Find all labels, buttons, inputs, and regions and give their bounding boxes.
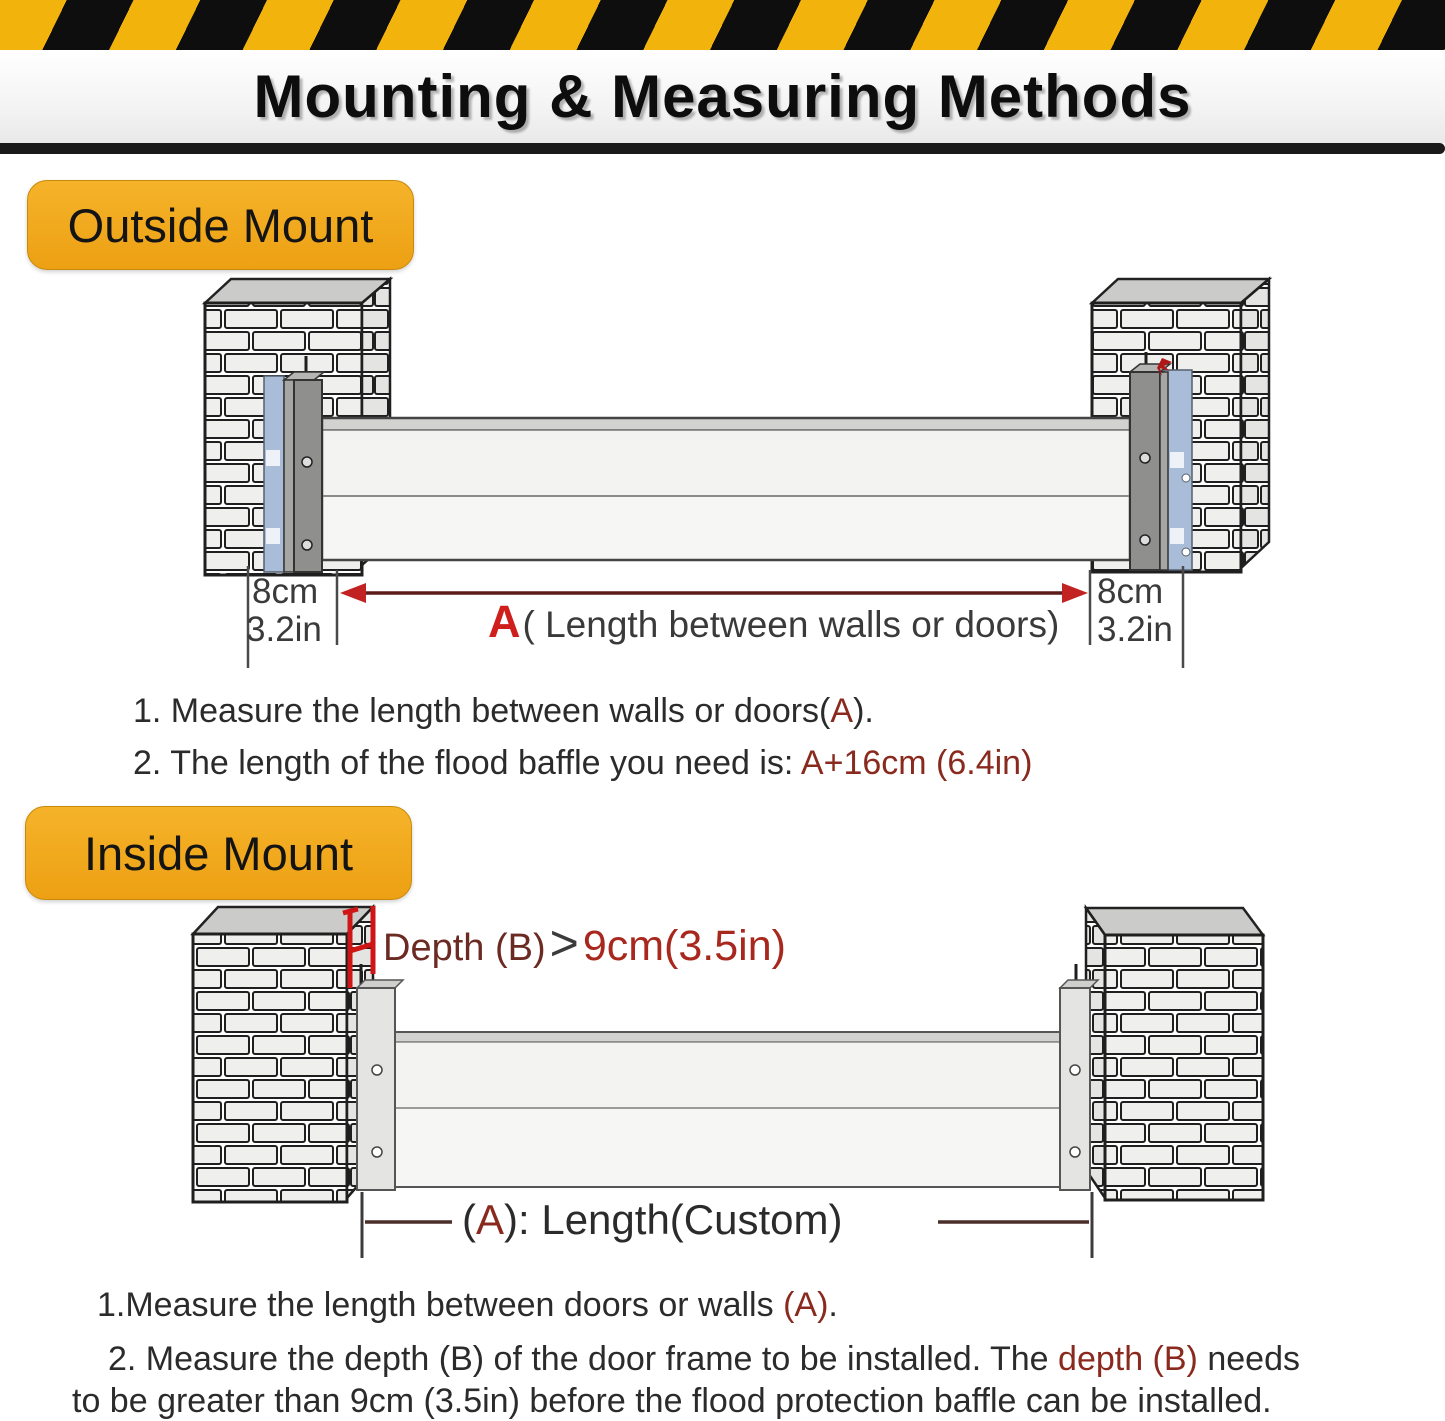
left-dim-in: 3.2in: [246, 610, 322, 649]
right-mounting-bracket: [1130, 352, 1172, 570]
inside-step-2-text: 2. Measure the depth (B) of the door frame to be installed. The: [108, 1340, 1059, 1378]
hazard-stripe-band: [0, 0, 1445, 50]
depth-label: [383, 914, 786, 972]
inside-step-1-highlight: (A): [783, 1286, 829, 1324]
outside-step-2: [133, 744, 1032, 783]
inside-step-2-line2: [72, 1382, 1272, 1421]
outside-step-1-end: ).: [853, 692, 874, 730]
outside-step-2-highlight: A+16cm (6.4in): [800, 744, 1033, 782]
inside-mount-badge-label: Inside Mount: [83, 826, 354, 880]
length-rest: ): Length(Custom): [504, 1196, 843, 1243]
inside-step-1-end: .: [828, 1286, 838, 1324]
inside-step-2-end: needs: [1197, 1340, 1300, 1378]
left-dim-cm: 8cm: [252, 572, 319, 611]
depth-label-text: Depth (B): [383, 927, 546, 969]
depth-value: 9cm(3.5in): [582, 922, 786, 970]
inside-step-2-highlight: depth (B): [1058, 1340, 1198, 1378]
right-dim-cm: 8cm: [1097, 572, 1164, 611]
inside-step-1-text: 1.Measure the length between doors or walls: [97, 1286, 784, 1324]
inside-step-1: [97, 1286, 838, 1325]
greater-than-sign: >: [549, 915, 579, 971]
outside-step-1-highlight: A: [830, 692, 854, 730]
flood-barrier: [395, 1032, 1060, 1187]
right-brick-pillar: [1086, 908, 1263, 1200]
length-arrow-label: [488, 596, 1059, 648]
left-brick-pillar: [193, 907, 373, 1202]
inside-step-2-line2-text: to be greater than 9cm (3.5in) before the flood protection baffle can be installed.: [72, 1382, 1272, 1420]
inside-mount-badge: [25, 806, 412, 900]
length-a: A: [476, 1196, 505, 1243]
outside-step-1: [133, 692, 874, 731]
length-a-text: ( Length between walls or doors): [522, 604, 1060, 645]
length-custom-label: [462, 1196, 842, 1244]
right-dim-in: 3.2in: [1097, 610, 1173, 649]
left-mounting-bracket: [284, 356, 324, 572]
left-rail-strip: [264, 376, 284, 572]
outside-mount-badge-label: Outside Mount: [67, 198, 374, 252]
title-bar: [0, 50, 1445, 143]
outside-step-2-text: 2. The length of the flood baffle you need is:: [133, 744, 801, 782]
outside-mount-badge: [27, 180, 414, 270]
inside-step-2: [108, 1340, 1300, 1379]
flood-barrier: [322, 418, 1130, 560]
header-divider: [0, 143, 1445, 154]
outside-step-1-text: 1. Measure the length between walls or doors(: [133, 692, 831, 730]
length-open: (: [462, 1196, 476, 1243]
page-title: Mounting & Measuring Methods: [253, 63, 1192, 130]
length-a-letter: A: [488, 596, 521, 647]
